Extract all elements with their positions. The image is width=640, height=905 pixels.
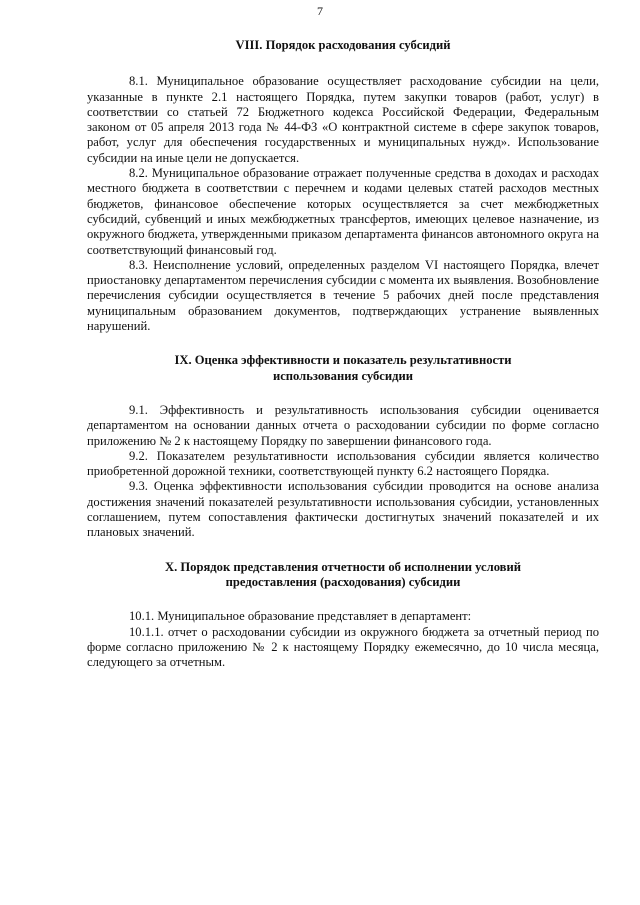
- paragraph-9-2: 9.2. Показателем результативности использования субсидии является количество приобретенной дорожной техники, соответствующей пункту 6.2 настоящего Порядка.: [87, 448, 599, 479]
- section-10-title: [87, 560, 599, 591]
- section-10-title-line-1: X. Порядок представления отчетности об исполнении условий: [164, 559, 521, 574]
- paragraph-8-3: 8.3. Неисполнение условий, определенных разделом VI настоящего Порядка, влечет приостановку департаментом перечисления субсидии с момента их выявления. Возобновление перечисления субсидии осуществляется в течение 5 рабочих дней после представления муниципальным образованием документов, подтверждающих устранение выявленных нарушений.: [87, 257, 599, 334]
- paragraph-10-1: 10.1. Муниципальное образование представляет в департамент:: [129, 609, 472, 624]
- section-10-title-line-2: предоставления (расходования) субсидии: [225, 574, 461, 589]
- paragraph-8-2: 8.2. Муниципальное образование отражает полученные средства в доходах и расходах местного бюджета в соответствии с перечнем и кодами целевых статей расходов местных бюджетов, финансовое обеспечение которых осуществляется за счет межбюджетных субсидий, субвенций и иных межбюджетных трансфертов, имеющих целевое назначение, из окружного бюджета, утвержденными приказом департамента финансов автономного округа на соответствующий финансовый год.: [87, 166, 599, 257]
- page-number: 7: [317, 4, 323, 18]
- paragraph-9-1: 9.1. Эффективность и результативность использования субсидии оценивается департаментом на основании данных отчета о расходовании субсидии по форме согласно приложению № 2 к настоящему Порядку по завершении финансового года.: [87, 402, 599, 448]
- section-9-title-line-2: использования субсидии: [272, 368, 414, 383]
- section-9-title-line-1: IX. Оценка эффективности и показатель результативности: [174, 353, 512, 368]
- section-9-title: [87, 353, 599, 384]
- section-8-title: VIII. Порядок расходования субсидий: [235, 38, 451, 52]
- paragraph-8-1: 8.1. Муниципальное образование осуществляет расходование субсидии на цели, указанные в пункте 2.1 настоящего Порядка, путем закупки товаров (работ, услуг) в соответствии со статьей 72 Бюджетного кодекса Российской Федерации, Федеральным законом от 05 апреля 2013 года № 44-ФЗ «О контрактной системе в сфере закупок товаров, работ, услуг для обеспечения государственных и муниципальных нужд». Использование субсидии на иные цели не допускается.: [87, 74, 599, 165]
- paragraph-10-1-1: 10.1.1. отчет о расходовании субсидии из окружного бюджета за отчетный период по форме согласно приложению № 2 к настоящему Порядку ежемесячно, до 10 числа месяца, следующего за отчетным.: [87, 624, 599, 670]
- document-body: [87, 38, 599, 670]
- paragraph-9-3: 9.3. Оценка эффективности использования субсидии проводится на основе анализа достижения значений показателей результативности использования субсидии, установленных соглашением, путем сопоставления фактически достигнутых значений показателей и их плановых значений.: [87, 479, 599, 540]
